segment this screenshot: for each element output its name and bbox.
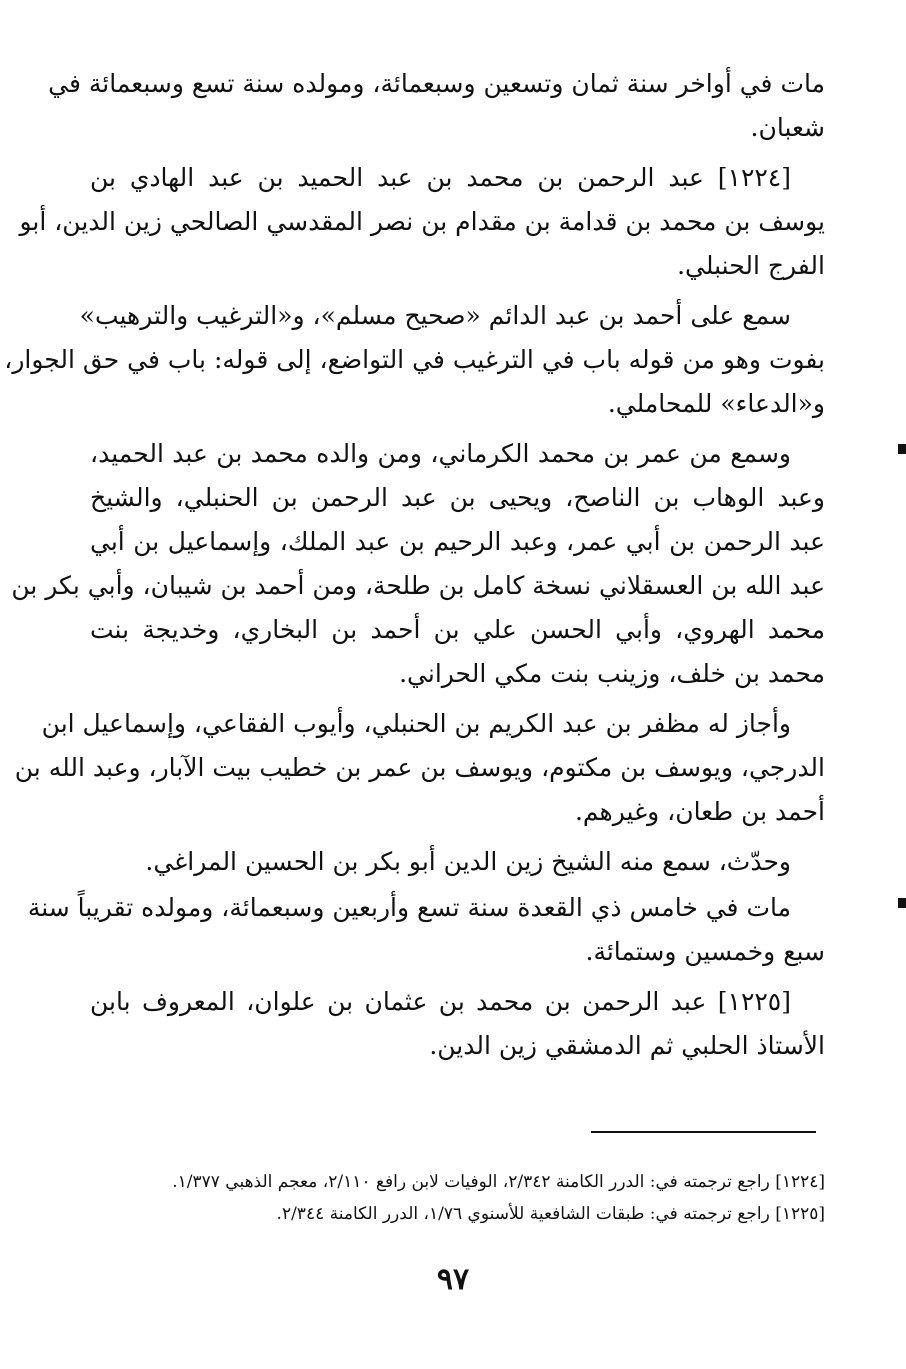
text-line: وسمع من عمر بن محمد الكرماني، ومن والده محمد بن عبد الحميد، <box>90 439 791 468</box>
margin-mark <box>898 444 906 454</box>
text-line: مات في خامس ذي القعدة سنة تسع وأربعين وسبعمائة، ومولده تقريباً سنة <box>27 893 791 922</box>
text-line: وأجاز له مظفر بن عبد الكريم بن الحنبلي، وأيوب الفقاعي، وإسماعيل ابن <box>41 709 791 738</box>
text-line: وعبد الوهاب بن الناصح، ويحيى بن عبد الرحمن بن الحنبلي، والشيخ <box>90 483 825 512</box>
entry-1225-heading: [١٢٢٥] عبد الرحمن بن محمد بن عثمان بن علوان، المعروف بابن <box>90 987 791 1016</box>
text-line: مات في أواخر سنة ثمان وتسعين وسبعمائة، ومولده سنة تسع وسبعمائة في <box>48 69 825 98</box>
entry-1224-heading: [١٢٢٤] عبد الرحمن بن محمد بن عبد الحميد بن عبد الهادي بن <box>90 163 791 192</box>
footnote-1224: [١٢٢٤] راجع ترجمته في: الدرر الكامنة ٢/٣٤٢، الوفيات لابن رافع ٢/١١٠، معجم الذهبي ١/٣٧٧. <box>172 1172 825 1192</box>
text-line: سبع وخمسين وستمائة. <box>585 937 825 966</box>
page-number: ٩٧ <box>436 1262 470 1297</box>
text-line: بفوت وهو من قوله باب في الترغيب في التواضع، إلى قوله: باب في حق الجوار، <box>4 345 825 374</box>
text-line: عبد الرحمن بن أبي عمر، وعبد الرحيم بن عبد الملك، وإسماعيل بن أبي <box>90 527 825 556</box>
text-line: يوسف بن محمد بن قدامة بن مقدام بن نصر المقدسي الصالحي زين الدين، أبو <box>19 207 825 236</box>
footnote-divider <box>591 1131 816 1133</box>
text-line: شعبان. <box>750 113 825 142</box>
footnotes <box>90 1166 825 1230</box>
text-line: الأستاذ الحلبي ثم الدمشقي زين الدين. <box>429 1031 825 1060</box>
footnote-1225: [١٢٢٥] راجع ترجمته في: طبقات الشافعية للأسنوي ١/٧٦، الدرر الكامنة ٢/٣٤٤. <box>276 1204 825 1224</box>
margin-mark <box>898 898 906 908</box>
text-line: أحمد بن طعان، وغيرهم. <box>574 797 825 826</box>
main-text <box>4 62 825 1068</box>
text-line: الفرج الحنبلي. <box>677 251 825 280</box>
text-line: وحدّث، سمع منه الشيخ زين الدين أبو بكر بن الحسين المراغي. <box>145 847 791 876</box>
text-line: محمد الهروي، وأبي الحسن علي بن أحمد بن البخاري، وخديجة بنت <box>90 615 825 644</box>
text-line: محمد بن خلف، وزينب بنت مكي الحراني. <box>399 659 825 688</box>
text-line: سمع على أحمد بن عبد الدائم «صحيح مسلم»، و«الترغيب والترهيب» <box>79 301 791 330</box>
text-line: الدرجي، ويوسف بن مكتوم، ويوسف بن عمر بن خطيب بيت الآبار، وعبد الله بن <box>14 753 825 782</box>
text-line: و«الدعاء» للمحاملي. <box>607 389 825 418</box>
text-line: عبد الله بن العسقلاني نسخة كامل بن طلحة، ومن أحمد بن شيبان، وأبي بكر بن <box>11 571 825 600</box>
